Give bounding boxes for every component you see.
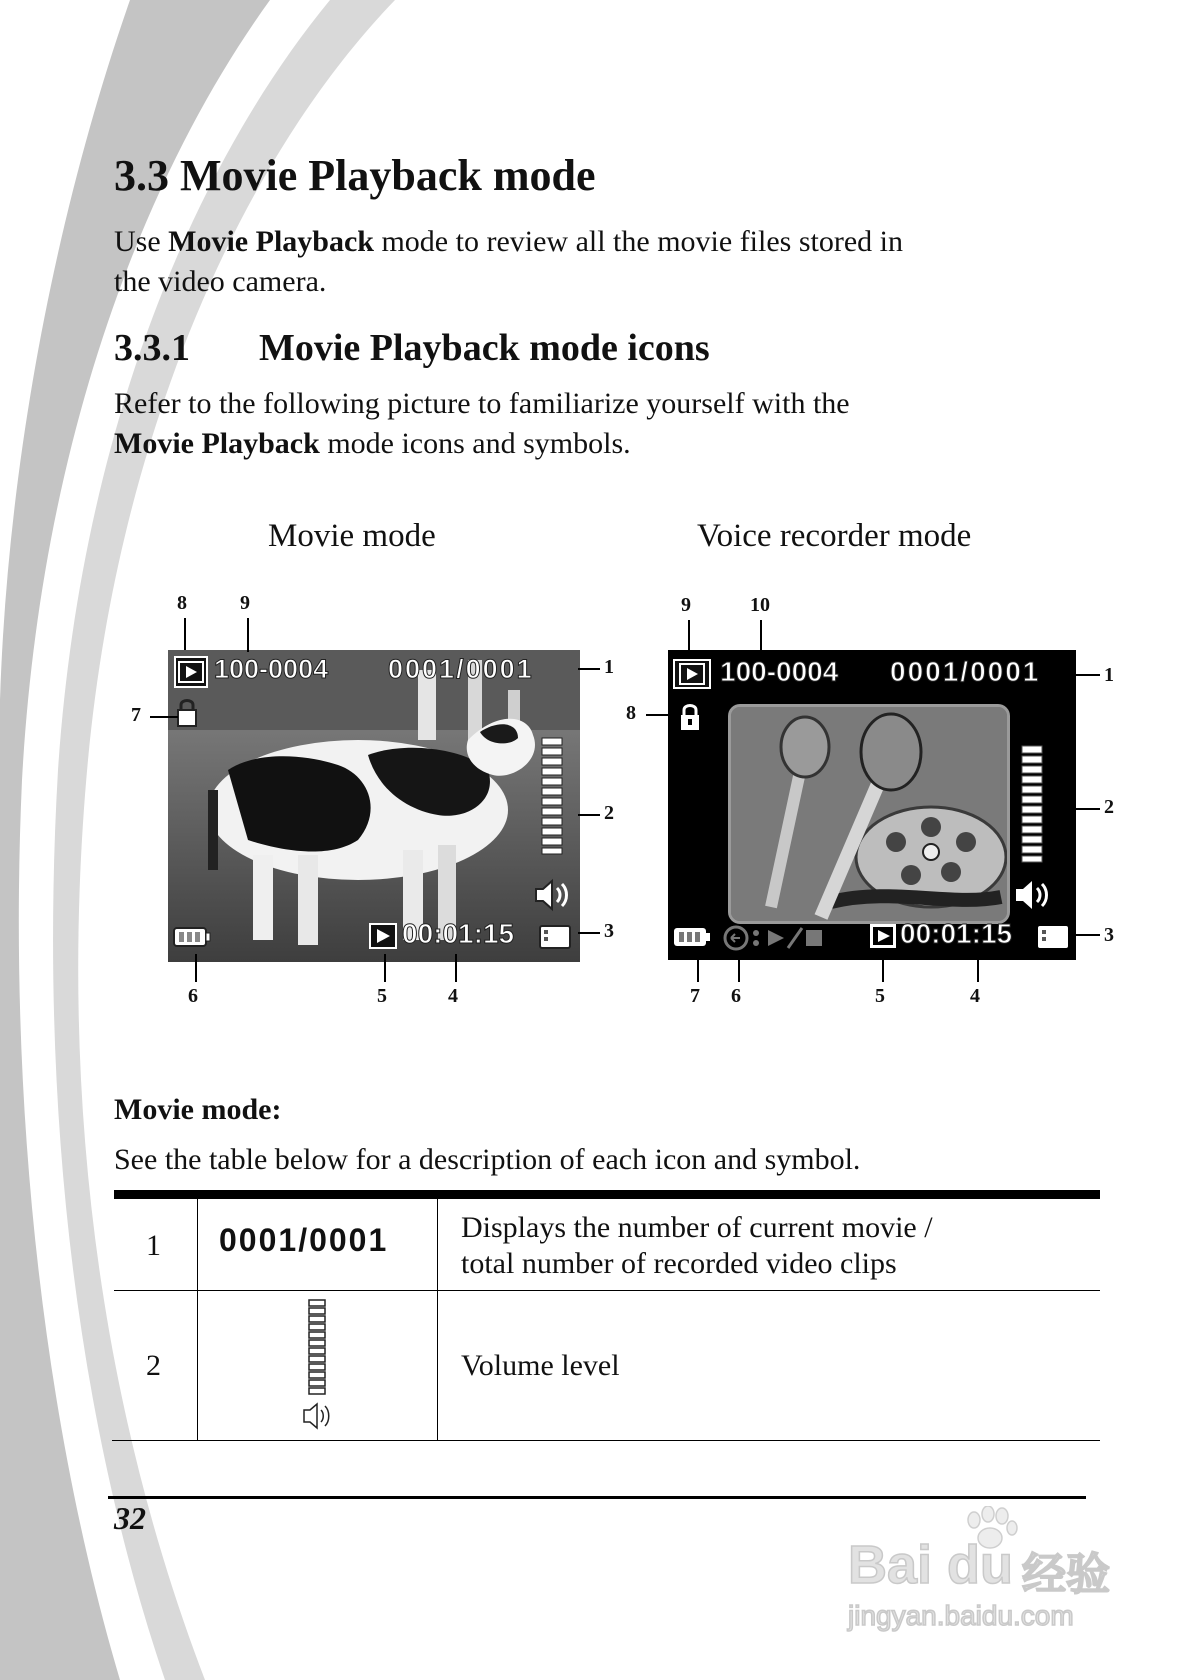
voice-play-status-icon [868,922,898,950]
voice-callout-1: 1 [1104,664,1114,686]
movie-leader-8 [184,618,186,650]
volume-bar-icon [540,736,564,856]
intro-paragraph [114,222,903,262]
movie-leader-6 [195,954,197,982]
sd-card-icon [538,924,572,950]
page-number: 32 [114,1500,146,1536]
movie-callout-4: 4 [448,985,458,1007]
voice-leader-2 [1076,808,1100,810]
section-title: Movie Playback mode icons [259,327,710,369]
movie-leader-2 [578,814,600,816]
page-title: 3.3 Movie Playback mode [114,151,596,200]
voice-leader-6 [738,960,740,982]
movie-mode-label: Movie mode: [114,1093,282,1126]
movie-leader-3 [578,932,600,934]
movie-callout-8: 8 [177,592,187,614]
voice-battery-icon [672,926,712,948]
table-row-1-number: 1 [146,1229,161,1262]
refer-bold: Movie Playback [114,427,320,460]
speaker-icon [532,878,572,912]
record-play-stop-icon [722,924,842,952]
footer-rule [108,1496,1086,1499]
refer-line2 [114,424,631,464]
voice-leader-1 [1076,674,1100,676]
voice-leader-9 [688,620,690,650]
voice-callout-5: 5 [875,985,885,1007]
table-row-1-icon: 0001/0001 [219,1222,389,1258]
table-top-rule [114,1190,1100,1199]
play-icon [176,658,206,686]
movie-callout-6: 6 [188,985,198,1007]
movie-mode-screen [168,650,580,962]
movie-callout-7: 7 [131,704,141,726]
voice-leader-5 [882,960,884,982]
table-row-2-desc: Volume level [461,1349,620,1382]
volume-bar-icon [300,1298,334,1434]
voice-callout-10: 10 [750,594,770,616]
voice-callout-2: 2 [1104,796,1114,818]
intro-suffix: mode to review all the movie files stored in [373,225,903,258]
voice-counter: 0001/0001 [890,656,1041,687]
voice-lock-icon [678,702,702,732]
table-col-divider-1 [197,1199,198,1440]
intro-bold: Movie Playback [168,225,374,258]
table-row-2-number: 2 [146,1349,161,1382]
microphone-artwork [728,704,1010,924]
movie-leader-4 [455,954,457,982]
movie-callout-1: 1 [604,656,614,678]
table-bottom-rule [112,1440,1100,1441]
voice-callout-8: 8 [626,702,636,724]
table-row-1-desc-line1: Displays the number of current movie / [461,1211,933,1244]
intro-line2: the video camera. [114,265,327,298]
voice-recorder-screen [668,650,1076,960]
voice-play-time: 00:01:15 [900,918,1013,949]
refer-line1: Refer to the following picture to familiarize yourself with the [114,387,850,420]
movie-callout-9: 9 [240,592,250,614]
movie-callout-5: 5 [377,985,387,1007]
movie-folder-file: 100-0004 [214,654,329,684]
baidu-url: jingyan.baidu.com [848,1600,1074,1631]
movie-callout-2: 2 [604,802,614,824]
movie-callout-3: 3 [604,920,614,942]
voice-callout-6: 6 [731,985,741,1007]
table-row-1-desc-line2: total number of recorded video clips [461,1247,897,1280]
movie-leader-1 [578,668,600,670]
movie-mode-caption: Movie mode [268,518,436,554]
movie-play-time: 00:01:15 [402,918,515,949]
cow-photo [168,650,580,962]
movie-leader-5 [384,954,386,982]
table-col-divider-2 [437,1199,438,1440]
intro-prefix: Use [114,225,169,258]
voice-leader-10 [760,620,762,652]
voice-play-mode-icon [672,658,712,690]
voice-sd-card-icon [1036,924,1070,950]
movie-play-mode-icon [174,656,208,688]
voice-volume-bar-icon [1020,744,1044,864]
voice-mode-caption: Voice recorder mode [697,518,972,554]
voice-leader-3 [1076,934,1100,936]
movie-leader-7 [150,716,178,718]
voice-leader-7 [697,960,699,982]
voice-leader-8 [646,714,668,716]
section-heading [114,326,710,370]
movie-leader-9 [247,618,249,652]
lock-icon [174,696,200,728]
voice-folder-file: 100-0004 [720,656,839,687]
voice-callout-3: 3 [1104,924,1114,946]
movie-counter: 0001/0001 [388,654,534,684]
baidu-brand: Bai du [848,1535,1014,1595]
refer-suffix: mode icons and symbols. [319,427,631,460]
microphones-reel-icon [731,707,1007,921]
voice-leader-4 [977,960,979,982]
voice-callout-9: 9 [681,594,691,616]
voice-speaker-icon [1012,878,1052,912]
battery-icon [172,926,212,948]
table-intro: See the table below for a description of each icon and symbol. [114,1143,861,1176]
voice-callout-4: 4 [970,985,980,1007]
section-number: 3.3.1 [114,327,190,369]
voice-callout-7: 7 [690,985,700,1007]
baidu-cn: 经验 [1022,1549,1110,1600]
play-status-icon [368,922,398,950]
table-row-divider [114,1290,1100,1291]
